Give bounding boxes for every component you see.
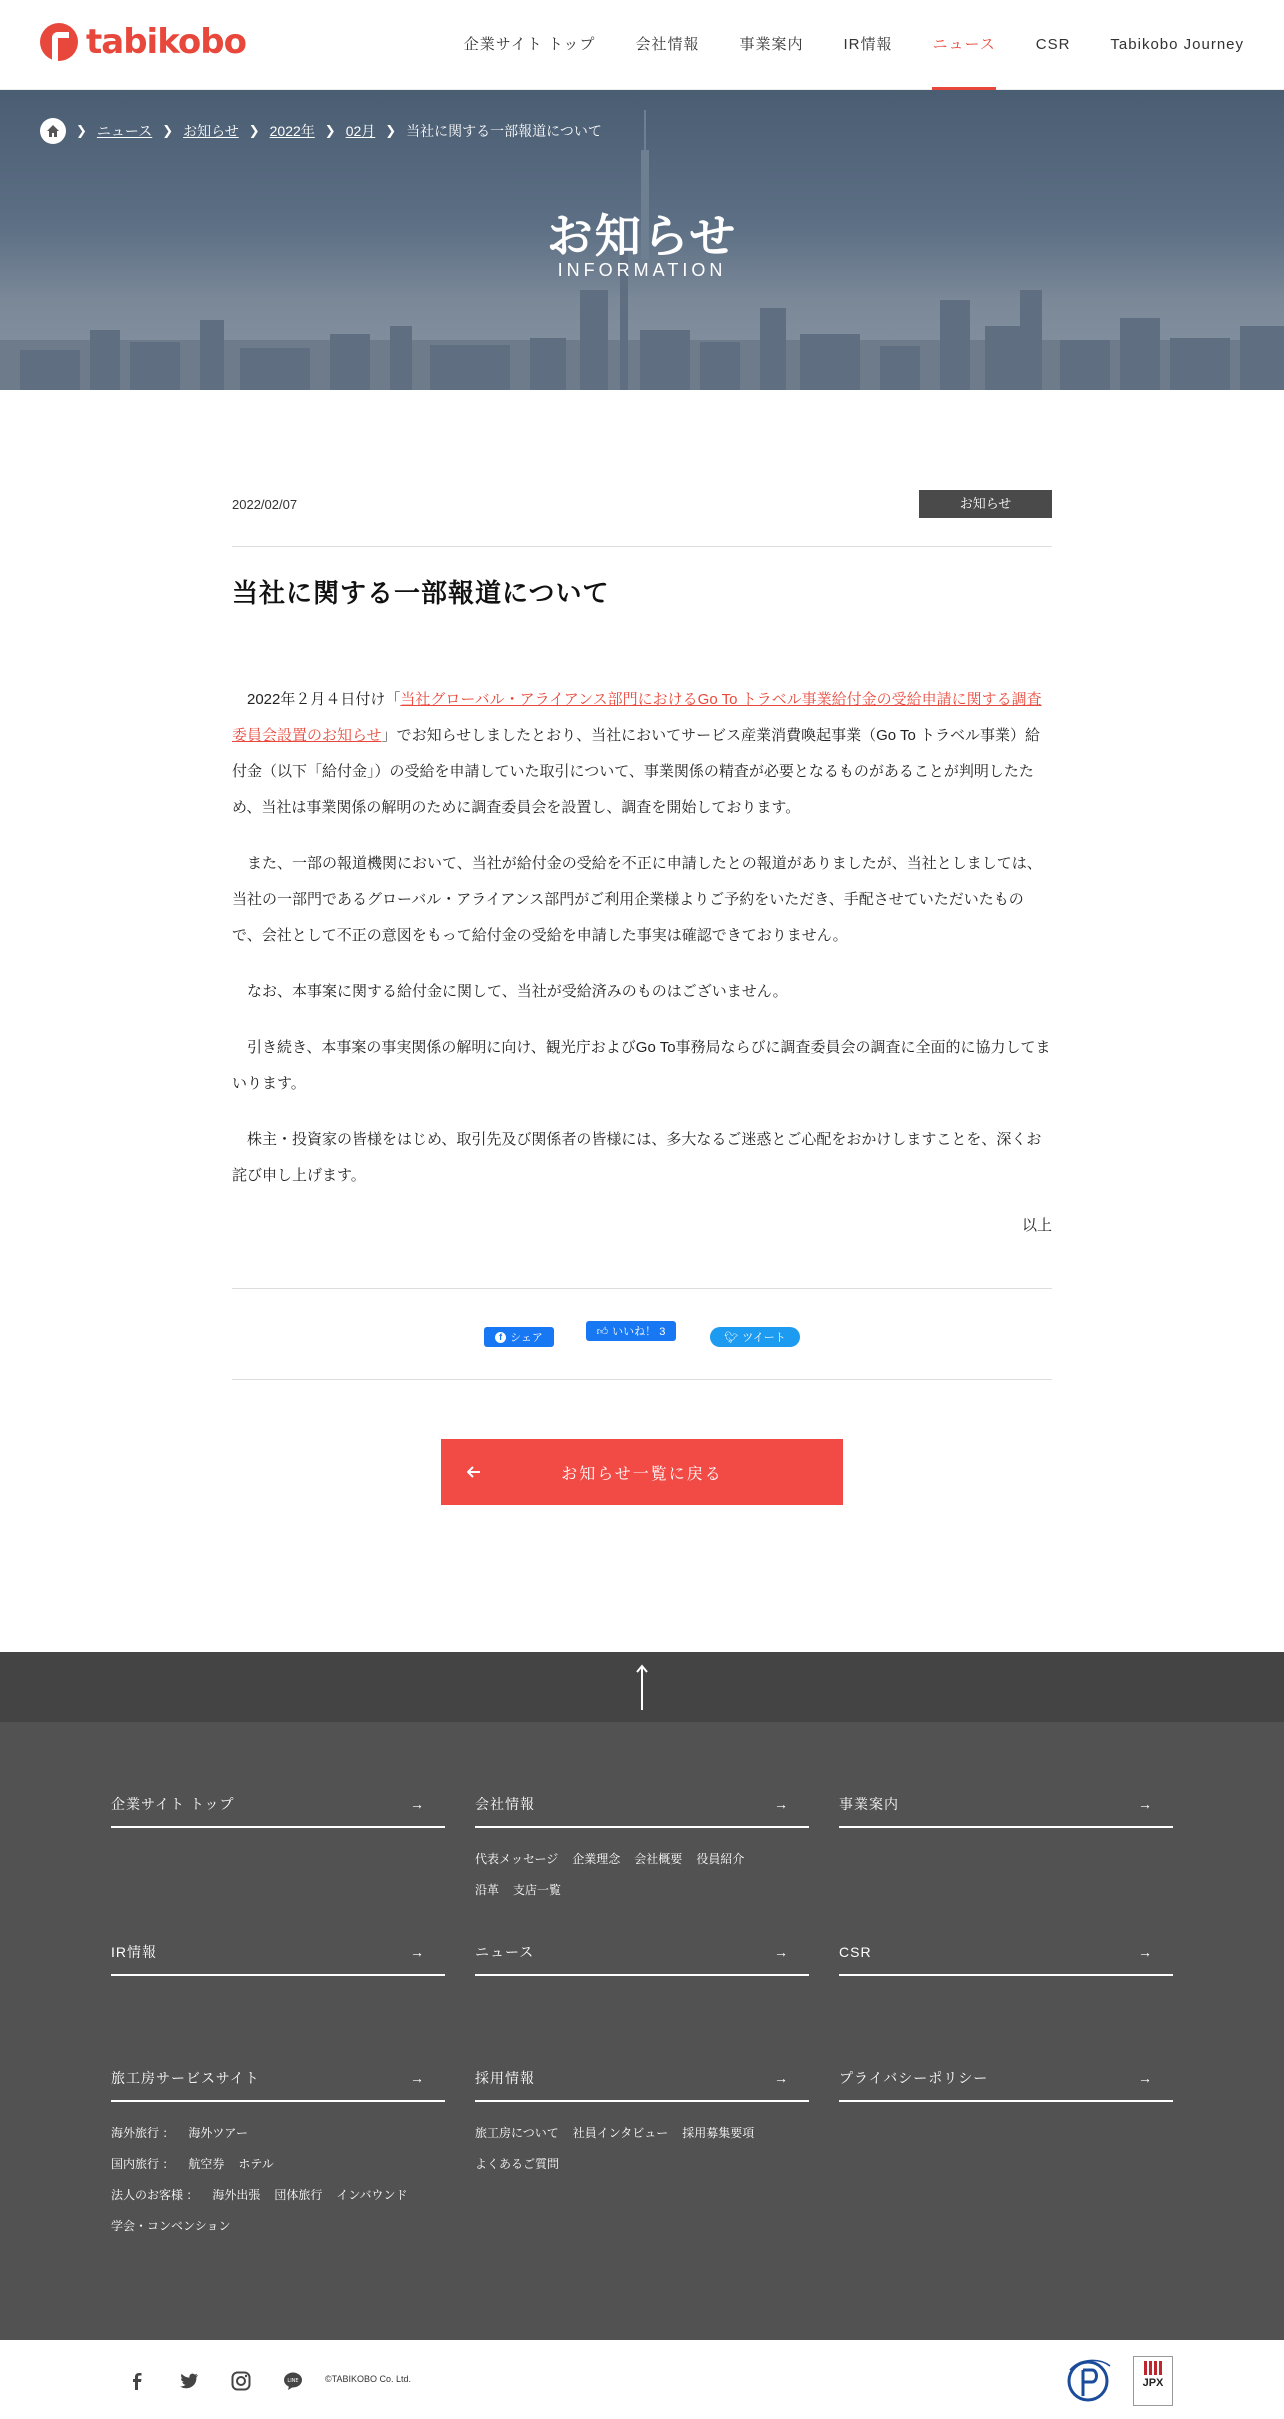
footer-col-company <box>475 1782 809 1906</box>
bottom-bar <box>0 2340 1284 2419</box>
main-nav <box>464 0 1244 90</box>
chevron-right-icon: ❯ <box>324 123 336 138</box>
fb-like-label: いいね！ 3 <box>612 1326 666 1338</box>
logo-mark-icon <box>40 23 78 61</box>
article-date: 2022/02/07 <box>232 496 298 512</box>
footer-link-ir[interactable] <box>111 1930 445 1976</box>
footer-link-news[interactable] <box>475 1930 809 1976</box>
chevron-right-icon: ❯ <box>248 123 260 138</box>
footer-col-privacy <box>839 2056 1173 2102</box>
footer-col-news <box>475 1930 809 1976</box>
footer-row-label: 国内旅行 ： <box>111 2157 175 2171</box>
line-icon[interactable] <box>282 2370 304 2392</box>
arrow-right-icon: → <box>774 1944 789 1960</box>
arrow-right-icon: → <box>774 1796 789 1812</box>
p1-prefix: 2022年２月４日付け「 <box>247 691 401 708</box>
nav-company-info[interactable]: 会社情報 <box>635 36 700 53</box>
divider <box>232 546 1052 547</box>
tweet-button[interactable] <box>710 1327 800 1347</box>
hero-banner <box>0 90 1284 390</box>
footer-head: 企業サイト トップ <box>111 1796 235 1812</box>
paragraph-4: 引き続き、本事案の事実関係の解明に向け、観光庁およびGo To事務局ならびに調査委員会の調査に全面的に協力してまいります。 <box>232 1039 1051 1092</box>
footer-sublink[interactable]: 海外出張 <box>212 2188 261 2202</box>
page-title: お知らせ <box>546 210 738 262</box>
footer-col-service <box>111 2056 445 2242</box>
breadcrumb-month[interactable]: 02月 <box>345 123 376 139</box>
footer-sublink[interactable]: 採用募集要項 <box>682 2126 755 2140</box>
chevron-right-icon: ❯ <box>385 123 397 138</box>
paragraph-5: 株主・投資家の皆様をはじめ、取引先及び関係者の皆様には、多大なるご迷惑とご心配をおかけしますことを、深くお詫び申し上げます。 <box>232 1131 1042 1184</box>
chevron-right-icon: ❯ <box>76 123 87 138</box>
footer-sublinks <box>111 2118 445 2242</box>
arrow-right-icon: → <box>1138 1796 1153 1812</box>
facebook-icon: f <box>495 1332 506 1343</box>
breadcrumb <box>40 118 602 144</box>
page-top-button[interactable] <box>0 1652 1284 1722</box>
footer-head: プライバシーポリシー <box>839 2070 989 2086</box>
article-meta <box>232 490 1052 518</box>
footer-sublink[interactable]: 社員インタビュー <box>572 2126 669 2140</box>
arrow-right-icon: → <box>410 1944 425 1960</box>
footer-sublink[interactable]: インバウンド <box>336 2188 408 2202</box>
nav-business[interactable]: 事業案内 <box>739 36 804 53</box>
footer-sublink[interactable]: ホテル <box>238 2157 274 2171</box>
logo-text: tabikobo <box>86 22 246 62</box>
chevron-right-icon: ❯ <box>162 123 174 138</box>
site-header <box>0 0 1284 90</box>
twitter-icon[interactable] <box>178 2370 200 2392</box>
facebook-icon[interactable] <box>126 2370 148 2392</box>
footer-head: IR情報 <box>111 1944 157 1960</box>
footer-col-recruit <box>475 2056 809 2180</box>
svg-text:LINE: LINE <box>287 2378 299 2384</box>
news-article <box>232 490 1052 1235</box>
tweet-label: ツイート <box>742 1332 786 1344</box>
footer-link-privacy[interactable] <box>839 2056 1173 2102</box>
related-notice-link[interactable]: 当社グローバル・アライアンス部門におけるGo To トラベル事業給付金の受給申請に関する調査委員会設置のお知らせ <box>232 691 1042 744</box>
arrow-right-icon: → <box>774 2070 789 2086</box>
footer-sublinks <box>475 1844 809 1906</box>
article-body <box>232 682 1052 1194</box>
footer-head: ニュース <box>475 1944 535 1960</box>
nav-company-top[interactable]: 企業サイト トップ <box>463 36 596 53</box>
footer-sublink[interactable]: 企業理念 <box>572 1852 621 1866</box>
footer-link-company-info[interactable] <box>475 1782 809 1828</box>
footer-sublink[interactable]: 旅工房について <box>475 2126 559 2140</box>
footer-sublink[interactable]: 航空券 <box>188 2157 225 2171</box>
instagram-icon[interactable] <box>230 2370 252 2392</box>
home-icon[interactable] <box>40 118 66 144</box>
footer-sublink[interactable]: 代表メッセージ <box>475 1852 559 1866</box>
footer-row-label: 法人のお客様 ： <box>111 2188 199 2202</box>
paragraph-1 <box>232 682 1052 826</box>
closing-text: 以上 <box>1021 1217 1052 1234</box>
arrow-right-icon: → <box>410 2070 425 2086</box>
footer-link-company-top[interactable] <box>111 1782 445 1828</box>
thumbs-up-icon: 👍︎ <box>596 1325 609 1338</box>
footer-link-csr[interactable] <box>839 1930 1173 1976</box>
facebook-share-button[interactable] <box>484 1327 554 1347</box>
back-button-label: お知らせ一覧に戻る <box>561 1465 723 1483</box>
footer-sublinks <box>475 2118 809 2180</box>
arrow-right-icon: → <box>1138 1944 1153 1960</box>
nav-journey[interactable]: Tabikobo Journey <box>1110 36 1244 53</box>
page-subtitle: INFORMATION <box>557 260 727 280</box>
footer-col-csr <box>839 1930 1173 1976</box>
paragraph-2: また、一部の報道機関において、当社が給付金の受給を不正に申請したとの報道がありましたが、当社としましては、当社の一部門であるグローバル・アライアンス部門がご利用企業様よりご予約をいただき、手配させていただいたもので、会社として不正の意図をもって給付金の受給を申請した事実は確認できておりません。 <box>232 855 1042 944</box>
fb-share-label: シェア <box>510 1332 543 1344</box>
twitter-icon: 🐦︎ <box>724 1331 739 1344</box>
category-badge: お知らせ <box>919 490 1052 518</box>
paragraph-3: なお、本事案に関する給付金に関して、当社が受給済みのものはございません。 <box>247 983 788 1000</box>
footer-col-business <box>839 1782 1173 1828</box>
footer-sublink[interactable]: 会社概要 <box>634 1852 683 1866</box>
footer-sublink[interactable]: 団体旅行 <box>274 2188 323 2202</box>
nav-news[interactable]: ニュース <box>932 0 995 90</box>
jpx-badge[interactable] <box>1133 2356 1173 2406</box>
copyright: ©TABIKOBO Co. Ltd. <box>325 2374 411 2384</box>
footer-head: 事業案内 <box>839 1796 899 1812</box>
footer-head: 会社情報 <box>475 1796 535 1812</box>
arrow-left-icon <box>467 1460 481 1484</box>
footer-row-label: 海外旅行 ： <box>111 2126 175 2140</box>
footer-col-ir <box>111 1930 445 1976</box>
footer-link-business[interactable] <box>839 1782 1173 1828</box>
footer-sublink[interactable]: 海外ツアー <box>188 2126 248 2140</box>
nav-ir[interactable]: IR情報 <box>843 36 893 53</box>
footer-sublink[interactable]: 沿革 <box>475 1883 500 1897</box>
footer-sublink[interactable]: 学会・コンベンション <box>111 2219 231 2233</box>
arrow-up-icon <box>635 1664 649 1710</box>
share-area <box>232 1288 1052 1380</box>
tabikobo-logo[interactable] <box>40 22 246 62</box>
footer-col-top <box>111 1782 445 1828</box>
site-footer <box>0 1722 1284 2340</box>
footer-sublink[interactable]: 役員紹介 <box>696 1852 745 1866</box>
arrow-right-icon: → <box>1138 2070 1153 2086</box>
footer-sublink[interactable]: よくあるご質問 <box>475 2157 560 2171</box>
p1-suffix: 」でお知らせしましたとおり、当社においてサービス産業消費喚起事業（Go To トラベル事業）給付金（以下「給付金」）の受給を申請していた取引について、事業関係の精査が必要となるものがあることが判明したため、当社は事業関係の解明のために調査委員会を設置し、調査を開始しております。 <box>232 727 1041 816</box>
article-title: 当社に関する一部報道について <box>232 578 610 608</box>
footer-sublink[interactable]: 支店一覧 <box>513 1883 562 1897</box>
jpx-mark-icon <box>1144 2361 1162 2375</box>
footer-link-recruit[interactable] <box>475 2056 809 2102</box>
privacy-mark-badge[interactable] <box>1066 2356 1114 2406</box>
back-to-list-button[interactable] <box>441 1439 843 1505</box>
footer-head: CSR <box>839 1944 872 1960</box>
arrow-right-icon: → <box>410 1796 425 1812</box>
jpx-label: JPX <box>1142 2377 1164 2389</box>
breadcrumb-news[interactable]: ニュース <box>96 123 153 139</box>
footer-link-service-site[interactable] <box>111 2056 445 2102</box>
breadcrumb-info[interactable]: お知らせ <box>183 123 239 139</box>
breadcrumb-current: 当社に関する一部報道について <box>406 123 602 139</box>
nav-csr[interactable]: CSR <box>1035 36 1071 53</box>
footer-head: 採用情報 <box>475 2070 535 2086</box>
breadcrumb-year[interactable]: 2022年 <box>269 123 315 139</box>
footer-head: 旅工房サービスサイト <box>111 2070 260 2086</box>
facebook-like-button[interactable] <box>586 1321 676 1341</box>
